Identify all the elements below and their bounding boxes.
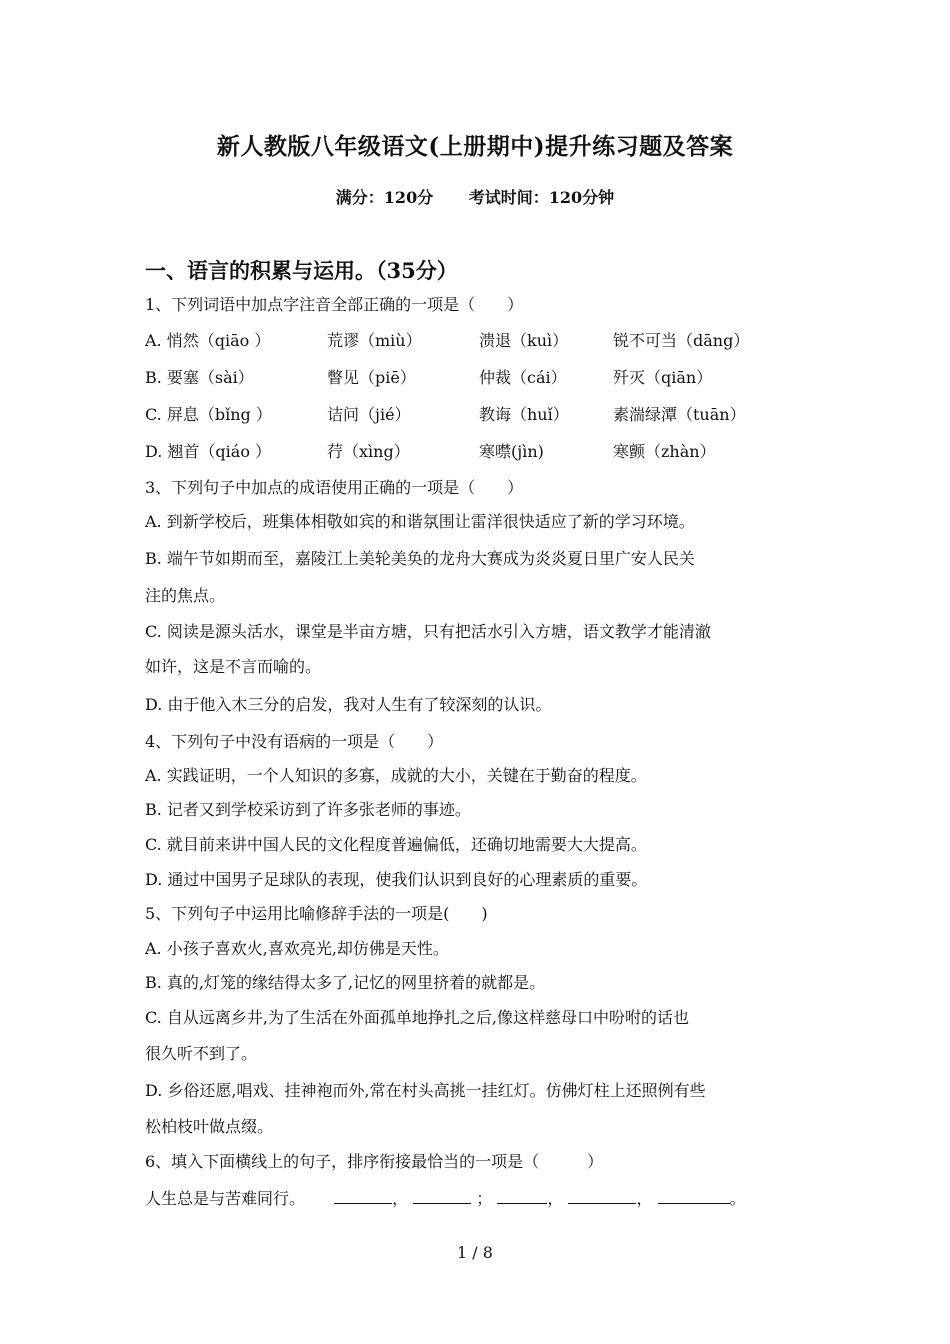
q5-option-d-line2: 松柏枝叶做点缀。	[145, 1117, 274, 1136]
q1-a-4: 锐不可当（dāng）	[613, 331, 750, 350]
q1-c-2: 诘问（jié）	[327, 405, 411, 424]
q1-b-2: 瞥见（piē）	[327, 368, 416, 387]
q3-option-b-line2: 注的焦点。	[145, 586, 226, 605]
q1-c-3: 教诲（huǐ）	[479, 405, 569, 424]
q3-option-c-line2: 如许，这是不言而喻的。	[145, 657, 322, 676]
q4-option-a: A. 实践证明，一个人知识的多寡，成就的大小，关键在于勤奋的程度。	[145, 766, 647, 785]
full-score: 满分：120分	[335, 188, 434, 207]
q4-stem: 4、下列句子中没有语病的一项是（ ）	[145, 732, 444, 751]
q6-blank-5[interactable]	[658, 1187, 730, 1204]
q6-lead-text: 人生总是与苦难同行。	[145, 1189, 306, 1208]
q1-b-3: 仲裁（cái）	[479, 368, 567, 387]
q6-blank-2[interactable]	[413, 1187, 471, 1204]
q1-row-a	[145, 330, 810, 352]
q1-a-3: 溃退（kuì）	[479, 331, 569, 350]
q6-blank-1[interactable]	[334, 1187, 392, 1204]
q3-stem: 3、下列句子中加点的成语使用正确的一项是（ ）	[145, 478, 524, 497]
q1-c-4: 素湍绿潭（tuān）	[613, 405, 746, 424]
q1-c-1: C. 屏息（bǐng ）	[145, 405, 272, 424]
page-number: 1 / 8	[457, 1243, 493, 1262]
q5-option-c-line1: C. 自从远离乡井,为了生活在外面孤单地挣扎之后,像这样慈母口中吩咐的话也	[145, 1008, 690, 1027]
q6-fill-line: 人生总是与苦难同行。 ， ； ， ， 。	[145, 1189, 746, 1208]
q6-blank-3[interactable]	[497, 1187, 547, 1204]
q3-option-a: A. 到新学校后，班集体相敬如宾的和谐氛围让雷洋很快适应了新的学习环境。	[145, 512, 695, 531]
q1-d-1: D. 翘首（qiáo ）	[145, 442, 272, 461]
q1-d-2: 荇（xìng）	[327, 442, 410, 461]
q1-row-c	[145, 404, 810, 426]
q1-a-2: 荒谬（miù）	[327, 331, 422, 350]
q1-b-1: B. 要塞（sài）	[145, 368, 254, 387]
q6-stem: 6、填入下面横线上的句子，排序衔接最恰当的一项是（ ）	[145, 1152, 604, 1171]
q3-option-b-line1: B. 端午节如期而至，嘉陵江上美轮美奂的龙舟大赛成为炎炎夏日里广安人民关	[145, 549, 695, 568]
section-heading: 一、语言的积累与运用。（35分）	[145, 258, 458, 283]
q1-d-3: 寒噤(jìn)	[479, 442, 544, 461]
q3-option-c-line1: C. 阅读是源头活水，课堂是半亩方塘，只有把活水引入方塘，语文教学才能清澈	[145, 622, 711, 641]
q3-option-d: D. 由于他入木三分的启发，我对人生有了较深刻的认识。	[145, 695, 552, 714]
q4-option-c: C. 就目前来讲中国人民的文化程度普遍偏低，还确切地需要大大提高。	[145, 835, 647, 854]
q4-option-d: D. 通过中国男子足球队的表现，使我们认识到良好的心理素质的重要。	[145, 870, 648, 889]
q5-option-a: A. 小孩子喜欢火,喜欢亮光,却仿佛是天性。	[145, 939, 449, 958]
q1-row-d	[145, 441, 810, 463]
q5-option-b: B. 真的,灯笼的缘结得太多了,记忆的网里挤着的就都是。	[145, 973, 546, 992]
q5-stem: 5、下列句子中运用比喻修辞手法的一项是( )	[145, 904, 488, 923]
exam-time: 考试时间：120分钟	[468, 188, 615, 207]
q1-stem: 1、下列词语中加点字注音全部正确的一项是（ ）	[145, 295, 524, 314]
q1-d-4: 寒颤（zhàn）	[613, 442, 716, 461]
q4-option-b: B. 记者又到学校采访到了许多张老师的事迹。	[145, 800, 471, 819]
q6-blank-4[interactable]	[568, 1187, 636, 1204]
q1-b-4: 歼灭（qiān）	[613, 368, 713, 387]
page-title: 新人教版八年级语文(上册期中)提升练习题及答案	[216, 133, 734, 160]
q5-option-c-line2: 很久听不到了。	[145, 1044, 258, 1063]
q1-a-1: A. 悄然（qiāo ）	[145, 331, 271, 350]
q1-row-b	[145, 367, 810, 389]
exam-info	[0, 185, 950, 208]
q5-option-d-line1: D. 乡俗还愿,唱戏、挂神袍而外,常在村头高挑一挂红灯。仿佛灯柱上还照例有些	[145, 1081, 706, 1100]
